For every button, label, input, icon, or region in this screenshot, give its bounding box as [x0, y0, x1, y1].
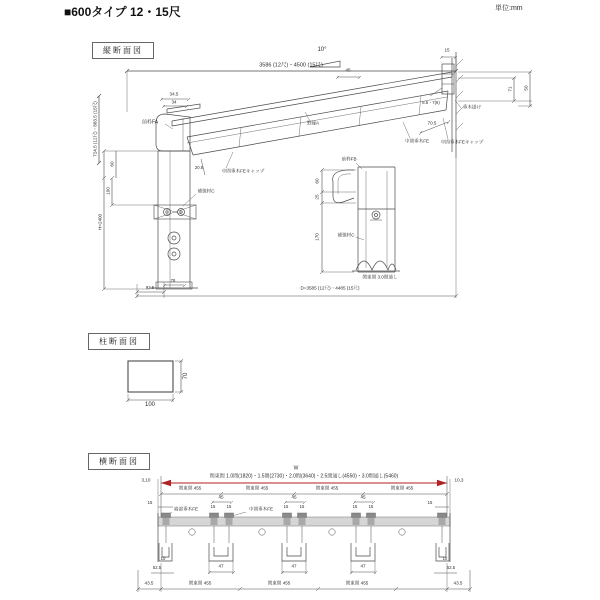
dim-h2400: H=2400 — [97, 213, 103, 231]
dim-left-total: 724.5 (12尺)・883.5 (15尺) — [92, 101, 98, 157]
dim-455-bottom-1: 関東間 455 — [188, 580, 212, 586]
dim-78: 78 — [170, 277, 176, 283]
dim-455-bottom-2: 関東間 455 — [267, 580, 291, 586]
dim-45-2: 45 — [291, 494, 297, 500]
dim-15-1b: 15 — [226, 503, 232, 509]
dim-43-5-left: 43.5 — [144, 580, 154, 586]
section-label-column-text: 柱断面図 — [99, 337, 139, 346]
dim-15-left-end: 15 — [147, 499, 153, 505]
dim-w-label: W — [293, 465, 299, 472]
label-front-frame-b: 前枠FB — [341, 156, 357, 162]
dim-52-5-right: 52.5 — [446, 564, 456, 570]
dim-34-5: 34.5 — [169, 91, 179, 97]
slope-angle: 10° — [317, 47, 327, 53]
column-depth-dim: 70 — [183, 372, 189, 380]
dim-47-1: 47 — [218, 563, 224, 569]
dim-92-5: 92.5 — [145, 284, 155, 290]
dim-47-2: 47 — [291, 563, 297, 569]
dim-60-left: 60 — [109, 161, 115, 167]
dim-50: 50 — [523, 85, 529, 91]
dim-15: 15 — [444, 47, 450, 53]
dim-45-3: 45 — [360, 494, 366, 500]
dim-25: 25 — [314, 194, 320, 200]
dim-71: 71 — [507, 86, 513, 92]
section-label-vertical-text: 縦断面図 — [103, 46, 143, 55]
dim-70-5: 70.5 — [427, 120, 437, 126]
dim-60-mid: 60 — [314, 178, 320, 184]
unit-note: 単位:mm — [495, 5, 523, 12]
dim-100-left: 100 — [105, 187, 111, 195]
dim-15-2b: 15 — [299, 503, 305, 509]
dim-15-3b: 15 — [368, 503, 374, 509]
label-reinforcement-right: 補強材C — [337, 232, 355, 238]
dim-15-right-end: 15 — [427, 499, 433, 505]
dim-10-left: 10 — [160, 555, 166, 561]
dim-45: 45 — [345, 67, 351, 73]
dim-edge-left: 3,10 — [141, 477, 151, 483]
section-label-cross-text: 横断面図 — [99, 457, 139, 466]
label-front-frame-a: 前枠FA — [141, 119, 159, 126]
dim-edge-right: 10,3 — [454, 477, 464, 483]
label-rafter-hanger: 垂木掛け — [462, 104, 482, 110]
label-mid-rafter-cap-left: 中間垂木FEキャップ — [221, 168, 265, 174]
dim-170: 170 — [314, 233, 320, 241]
dim-455-bottom-3: 関東間 455 — [345, 580, 369, 586]
dim-20-5: 20.5 — [194, 164, 204, 170]
section-label-column — [88, 333, 150, 350]
dim-15-2a: 15 — [283, 503, 289, 509]
dim-45-1: 45 — [218, 494, 224, 500]
page-title: ■600タイプ 12・15尺 — [64, 5, 181, 19]
label-end-rafter: 端部垂木FE — [173, 506, 199, 512]
note-span-3ken: 関東間 3.0間通し — [362, 274, 398, 280]
column-section-drawing — [126, 359, 183, 402]
dim-47-3: 47 — [360, 563, 366, 569]
dim-overall-bottom: D=3585 (12尺)・4485 (15尺) — [300, 285, 360, 291]
label-reinforcement-left: 補強材C — [197, 188, 215, 194]
dim-455-top-2: 関東間 455 — [245, 485, 269, 491]
label-mid-rafter: 中間垂木FE — [404, 138, 430, 144]
dim-34: 34 — [171, 99, 177, 105]
column-width-dim: 100 — [144, 402, 156, 408]
dim-gap: 8.5・7(6) — [422, 99, 440, 105]
dim-455-top-3: 関東間 455 — [315, 485, 339, 491]
dim-overall-depth: 3586 (12尺)・4500 (15尺) — [259, 62, 323, 69]
label-furring-a: 野縁A — [306, 120, 320, 126]
dim-455-top-1: 関東間 455 — [178, 485, 202, 491]
dim-10-right: 10 — [442, 555, 448, 561]
dim-43-5-right: 43.5 — [453, 580, 463, 586]
label-mid-rafter-cap-right: 中間垂木FEキャップ — [440, 139, 484, 145]
section-label-vertical — [92, 42, 154, 59]
vertical-section-drawing — [97, 52, 532, 298]
dim-52-5-left: 52.5 — [152, 564, 162, 570]
dim-span-options: 関東間 1.0間(1820)・1.5間(2730)・2.0間(3640)・2.5間通し(4550)・3.0間通し(5460) — [209, 473, 399, 480]
dim-15-1a: 15 — [210, 503, 216, 509]
section-label-cross — [88, 453, 150, 470]
dim-455-top-4: 関東間 455 — [390, 485, 414, 491]
cross-section-drawing — [136, 473, 472, 592]
label-mid-rafter-cross: 中間垂木FE — [248, 506, 274, 512]
dim-15-3a: 15 — [352, 503, 358, 509]
